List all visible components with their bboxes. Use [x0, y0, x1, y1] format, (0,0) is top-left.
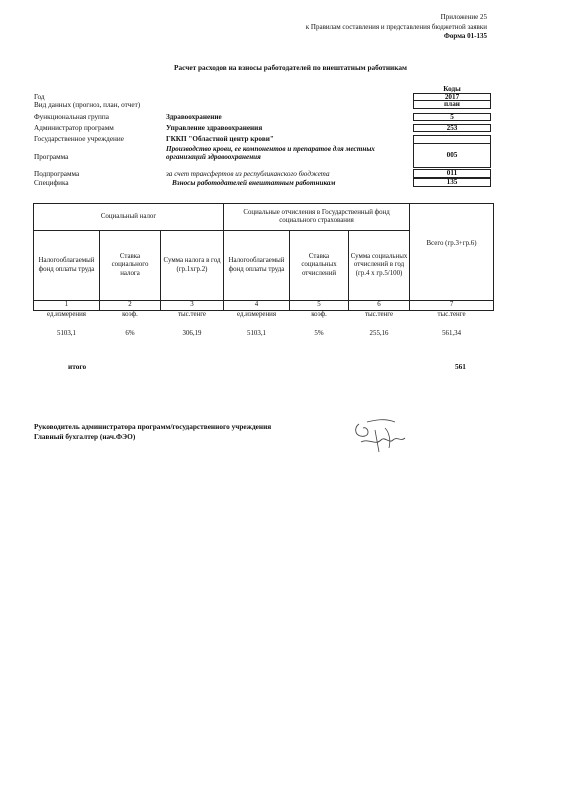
value-total: 561,34: [442, 329, 462, 337]
value-deduction-rate: 5%: [314, 329, 324, 337]
info-code-program: 005: [413, 144, 491, 168]
column-number: 4: [224, 301, 290, 311]
info-label-specifics: Специфика: [34, 179, 69, 187]
info-label-data-type: Вид данных (прогноз, план, отчет): [34, 101, 141, 109]
info-value-administrator: Управление здравоохранения: [166, 124, 263, 132]
info-value-subprogram: за счет трансфертов из республиканского бюджета: [166, 170, 330, 178]
header-block: [306, 13, 487, 42]
column-number: 2: [100, 301, 161, 311]
column-number: 5: [290, 301, 349, 311]
unit-cell: тыс.тенге: [365, 311, 394, 318]
info-code-year: 2017: [413, 93, 491, 101]
column-number: 3: [161, 301, 224, 311]
info-label-year: Год: [34, 93, 45, 101]
unit-cell: ед.измерения: [237, 311, 276, 318]
info-code-data-type: план: [413, 101, 491, 109]
form-number: Форма 01-135: [443, 32, 487, 40]
info-code-specifics: 135: [413, 178, 491, 187]
group-header-social-tax: Социальный налог: [34, 204, 224, 231]
unit-cell: коэф.: [122, 311, 138, 318]
unit-cell: тыс.тенге: [437, 311, 466, 318]
column-header-total: Всего (гр.3+гр.6): [410, 204, 494, 301]
value-tax-rate: 6%: [125, 329, 135, 337]
info-value-program: Производство крови, ее компонентов и препаратов для местных организаций здравоохранения: [166, 145, 375, 161]
info-label-administrator: Администратор программ: [34, 124, 114, 132]
signature-head: Руководитель администратора программ/государственного учреждения: [34, 422, 272, 431]
total-label: итого: [68, 362, 87, 371]
column-number: 7: [410, 301, 494, 311]
info-label-institution: Государственное учреждение: [34, 135, 124, 143]
column-number: 1: [34, 301, 100, 311]
column-header-taxable-fund-1: Налогооблагаемый фонд оплаты труда: [34, 231, 100, 301]
value-deduction-sum: 255,16: [369, 329, 389, 337]
appendix-number: Приложение 25: [440, 13, 487, 21]
signature-accountant: Главный бухгалтер (нач.ФЭО): [34, 432, 136, 441]
value-taxable-fund-1: 5103,1: [57, 329, 76, 337]
info-label-subprogram: Подпрограмма: [34, 170, 80, 178]
info-code-administrator: 253: [413, 124, 491, 132]
codes-label: Коды: [443, 85, 461, 93]
column-header-deduction-sum: Сумма социальных отчислений в год (гр.4 х гр.5/100): [349, 231, 410, 301]
value-taxable-fund-2: 5103,1: [247, 329, 266, 337]
column-number: 6: [349, 301, 410, 311]
info-label-func-group: Функциональная группа: [34, 113, 109, 121]
contributions-table: [33, 203, 494, 348]
total-value: 561: [455, 362, 466, 371]
column-header-taxable-fund-2: Налогооблагаемый фонд оплаты труда: [224, 231, 290, 301]
info-value-institution: ГККП "Областной центр крови": [166, 135, 274, 143]
appendix-rules: к Правилам составления и представления бюджетной заявки: [305, 22, 487, 31]
page-title: Расчет расходов на взносы работодателей по внештатным работникам: [174, 63, 407, 72]
info-value-func-group: Здравоохранение: [166, 113, 222, 121]
value-tax-sum: 306,19: [182, 329, 202, 337]
handwritten-signature: [345, 412, 415, 457]
column-header-tax-rate: Ставка социального налога: [100, 231, 161, 301]
column-header-deduction-rate: Ставка социальных отчислений: [290, 231, 349, 301]
unit-cell: тыс.тенге: [178, 311, 206, 318]
group-header-social-fund: Социальные отчисления в Государственный фонд социального страхования: [224, 204, 410, 231]
info-label-program: Программа: [34, 153, 69, 161]
info-value-specifics: Взносы работодателей внештатным работникам: [172, 179, 336, 187]
info-code-func-group: 5: [413, 113, 491, 121]
column-header-tax-sum: Сумма налога в год (гр.1хгр.2): [161, 231, 224, 301]
info-code-subprogram: 011: [413, 169, 491, 178]
unit-cell: коэф.: [311, 311, 327, 318]
info-code-institution: [413, 135, 491, 144]
unit-cell: ед.измерения: [47, 311, 86, 318]
